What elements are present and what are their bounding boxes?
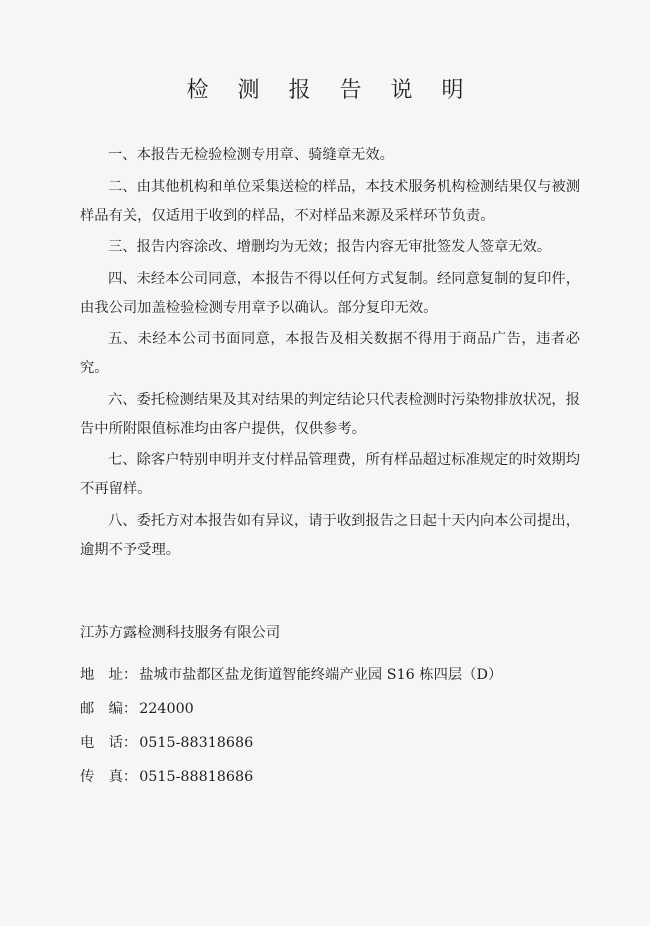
note-item-4: 四、未经本公司同意，本报告不得以任何方式复制。经同意复制的复印件，由我公司加盖检验检测专用章予以确认。部分复印无效。 (80, 270, 580, 316)
phone-value: 0515-88318686 (139, 735, 254, 751)
page-title: 检 测 报 告 说 明 (186, 78, 475, 103)
phone-label: 电 话： (80, 735, 138, 751)
notes-list (80, 141, 580, 567)
address-row (80, 661, 600, 690)
fax-label: 传 真： (80, 769, 138, 785)
phone-row (80, 729, 600, 758)
note-item-5: 五、未经本公司书面同意，本报告及相关数据不得用于商品广告，违者必究。 (80, 331, 580, 376)
note-item-3: 三、报告内容涂改、增删均为无效；报告内容无审批签发人签章无效。 (108, 239, 552, 255)
note-item-1: 一、本报告无检验检测专用章、骑缝章无效。 (108, 147, 394, 163)
fax-row (80, 763, 600, 792)
postcode-value: 224000 (139, 701, 194, 717)
note-item-2: 二、由其他机构和单位采集送检的样品，本技术服务机构检测结果仅与被测样品有关，仅适用于收到的样品，不对样品来源及采样环节负责。 (80, 178, 580, 224)
note-item-8: 八、委托方对本报告如有异议，请于收到报告之日起十天内向本公司提出，逾期不予受理。 (80, 512, 580, 558)
postcode-row (80, 695, 600, 724)
note-item-7: 七、除客户特别申明并支付样品管理费，所有样品超过标准规定的时效期均不再留样。 (80, 452, 580, 497)
address-value: 盐城市盐都区盐龙街道智能终端产业园 S16 栋四层（D） (139, 667, 503, 683)
company-info (80, 619, 600, 797)
note-item-6: 六、委托检测结果及其对结果的判定结论只代表检测时污染物排放状况，报告中所附限值标准均由客户提供，仅供参考。 (80, 391, 580, 437)
fax-value: 0515-88818686 (139, 769, 254, 785)
company-name: 江苏方露检测科技服务有限公司 (80, 625, 281, 641)
postcode-label: 邮 编： (80, 701, 138, 717)
address-label: 地 址： (80, 667, 138, 683)
